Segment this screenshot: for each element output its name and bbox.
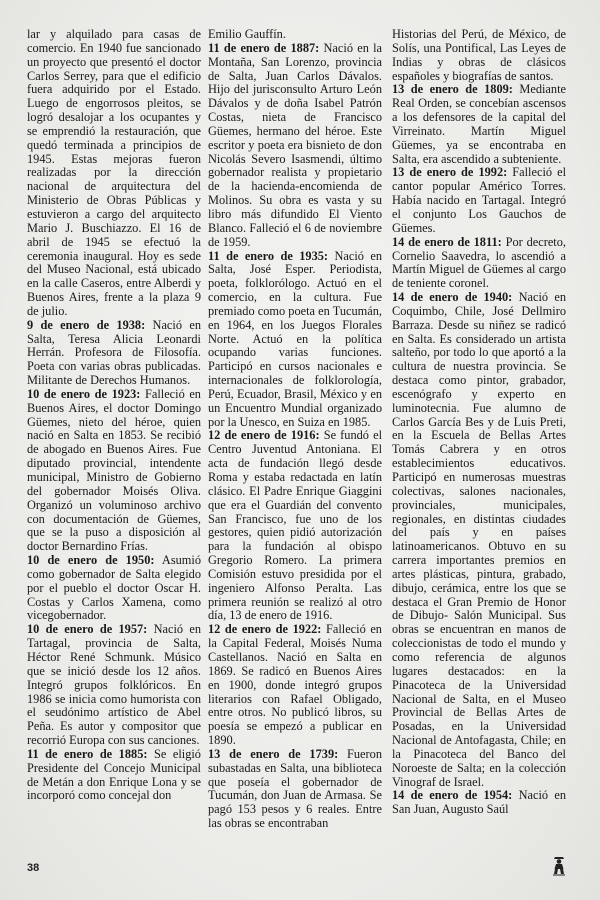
- entry-text: Historias del Perú, de México, de Solís, una Pontifical, Las Leyes de Indias y obras de clásicos españoles y biografías de santos.: [392, 28, 566, 83]
- entry-text: Nació en Salta, Teresa Alicia Leonardi Herrán. Profesora de Filosofía. Poeta con varias obras publicadas. Militante de Derechos Humanos.: [27, 317, 201, 388]
- entry-text: Se fundó el Centro Juventud Antoniana. El acta de fundación llegó desde Roma y estaba redactada en latín clásico. El Padre Enrique Giaggini que era el Guardián del convento San Francisco, fue uno de los gestores, quien pidió autorización para la fundación al obispo Gregorio Romero. La primera Comisión estuvo presidida por el ingeniero Alfonso Peralta. Las primera reunión se realizó al otro día, 13 de enero de 1916.: [208, 428, 382, 623]
- entry: [208, 42, 382, 250]
- entry-text: Falleció el cantor popular Américo Torres. Había nacido en Tartagal. Integró el conjunto Los Gauchos de Güemes.: [392, 165, 566, 235]
- entry-date: 13 de enero de 1739:: [208, 746, 339, 761]
- entry-date: 12 de enero de 1916:: [208, 428, 320, 443]
- entry-text: Nació en Coquimbo, Chile, José Dellmiro Barraza. Desde su niñez se radicó en Salta. Es considerado un artista salteño, por todo lo que aportó a la cultura de nuestra provincia. Se destaca como pintor, grabador, escenógrafo y experto en luminotecnia. Fue alumno de Carlos García Bes y de Luis Preti, en la Escuela de Bellas Artes Tomás Cabrera y en otros establecimientos educativos. Participó en numerosas muestras colectivas, salones nacionales, provinciales, municipales, regionales, en distintas ciudades del país y en países latinoamericanos. Obtuvo en su carrera importantes premios en artes plásticas, pintura, grabado, dibujo, cerámica, entre los que se destaca el Gran Premio de Honor de Dibujo- Salón Municipal. Sus obras se encuentran en manos de coleccionistas de todo el mundo y como referencia de algunos lugares destacados: en la Pinacoteca de la Universidad Nacional de Salta, en el Museo Provincial de Bellas Artes de Posadas, en la Universidad Nacional de Antofagasta, Chile; en la Pinacoteca del Banco del Noroeste de Salta; en la colección Vinograf de Israel.: [392, 290, 566, 789]
- entry-date: 13 de enero de 1992:: [392, 165, 508, 180]
- entry: [27, 319, 201, 388]
- entry-text: Nació en San Juan, Augusto Saúl: [392, 788, 566, 817]
- entry-date: 13 de enero de 1809:: [392, 82, 513, 97]
- entry: [208, 623, 382, 748]
- entry-text: Nació en la Montaña, San Lorenzo, provincia de Salta, Juan Carlos Dávalos. Hijo del jurisconsulto Arturo León Dávalos y de doña Isabel Patrón Costas, nieta de Francisco Güemes, hermano del héroe. Este escritor y poeta era bisnieto de don Nicolás Severo Isasmendi, último gobernador realista y propietario de la hacienda-encomienda de Molinos. Su obra es vasta y su libro más difundido El Viento Blanco. Falleció el 6 de noviembre de 1959.: [208, 40, 382, 249]
- entry-date: 12 de enero de 1922:: [208, 622, 322, 637]
- entry-date: 10 de enero de 1923:: [27, 386, 141, 401]
- entry-text: Por decreto, Cornelio Saavedra, lo ascendió a Martín Miguel de Güemes al cargo de teniente coronel.: [392, 234, 566, 291]
- entry-text: Falleció en la Capital Federal, Moisés Numa Castellanos. Nació en Salta en 1869. Se radicó en Buenos Aires en 1900, donde integró grupos literarios con Rafael Obligado, entre otros. No publicó libros, su poesía se empezó a publicar en 1890.: [208, 622, 382, 748]
- entry: [27, 554, 201, 623]
- entry-date: 10 de enero de 1950:: [27, 553, 155, 568]
- entry-text: Falleció en Buenos Aires, el doctor Domingo Güemes, nieto del héroe, quien nació en Salta en 1853. Se recibió de abogado en Buenos Aires. Fue diputado provincial, intendente municipal, Ministro de Gobierno del gobernador Moisés Oliva. Organizó un voluminoso archivo con documentación de Güemes, que se la puso a disposición al doctor Bernardino Frías.: [27, 386, 201, 554]
- text-column-2: [208, 28, 382, 858]
- entry: [27, 388, 201, 554]
- column-3-paragraph-continued: [392, 28, 566, 83]
- column-1-paragraph-continued: [27, 28, 201, 319]
- entry: [392, 291, 566, 789]
- entry-text: lar y alquilado para casas de comercio. En 1940 fue sancionado un proyecto que presentó el doctor Carlos Serrey, para que el edificio fuera adquirido por el Estado. Luego de engorrosos pleitos, se logró desalojar a los ocupantes y se emprendió la restauración, que quedó terminada a principios de 1945. Estas mejoras fueron realizadas por la dirección nacional de arquitectura del Ministerio de Obras Públicas y estuvieron a cargo del arquitecto Mario J. Buschiazzo. El 16 de abril de 1945 se efectuó la ceremonia inaugural. Hoy es sede del Museo Nacional, está ubicado en la calle Caseros, entre Alberdi y Buenos Aires, frente a la plaza 9 de julio.: [27, 28, 201, 318]
- entry-date: 14 de enero de 1954:: [392, 788, 513, 803]
- column-2-paragraph-continued: [208, 28, 382, 42]
- entry-text: Asumió como gobernador de Salta elegido por el pueblo el doctor Oscar H. Costas y Carlos Xamena, como vicegobernador.: [27, 553, 201, 623]
- entry: [208, 748, 382, 831]
- entry-text: Emilio Gauffín.: [208, 28, 286, 41]
- entry-date: 14 de enero de 1940:: [392, 290, 513, 305]
- text-column-1: [27, 28, 201, 858]
- entry-text: Fueron subastadas en Salta, una biblioteca que poseía el gobernador de Tucumán, don Juan de Armasa. Se pagó 153 pesos y 6 reales. Entre las obras se encontraban: [208, 746, 382, 831]
- page-number: 38: [27, 862, 40, 874]
- entry-date: 10 de enero de 1957:: [27, 622, 148, 637]
- gaucho-ornament-icon: [551, 854, 567, 876]
- entry-text: Nació en Tartagal, provincia de Salta, Héctor René Schmunk. Músico que se inició desde los 12 años. Integró grupos folklóricos. En 1986 se inicia como humorista con el seudónimo artístico de Abel Peña. Es autor y compositor que recorrió Europa con sus canciones.: [27, 622, 201, 748]
- entry: [392, 166, 566, 235]
- entry-date: 9 de enero de 1938:: [27, 317, 146, 332]
- entry-date: 11 de enero de 1887:: [208, 40, 320, 55]
- entry-date: 11 de enero de 1935:: [208, 248, 329, 263]
- entry-text: Mediante Real Orden, se concebían ascensos a los defensores de la capital del Virreinato. Martín Miguel Güemes, ya se encontraba en Salta, era ascendido a subteniente.: [392, 82, 566, 166]
- entry: [208, 250, 382, 430]
- entry-date: 14 de enero de 1811:: [392, 234, 502, 249]
- entry: [27, 748, 201, 803]
- entry: [27, 623, 201, 748]
- entry-text: Se eligió Presidente del Concejo Municipal de Metán a don Enrique Lona y se incorporó como concejal don: [27, 746, 201, 803]
- entry: [392, 789, 566, 817]
- entry: [208, 429, 382, 623]
- entry-date: 11 de enero de 1885:: [27, 746, 148, 761]
- text-column-3: [392, 28, 566, 858]
- entry: [392, 236, 566, 291]
- entry-text: Nació en Salta, José Esper. Periodista, poeta, folklorólogo. Actuó en el comercio, en la cultura. Fue premiado como poeta en Tucumán, en 1964, en los Juegos Florales Norte. Actuó en la política ocupando varias funciones. Participó en cursos nacionales e internacionales de folklorología, Perú, Ecuador, Brasil, México y en un Encuentro Mundial organizado por la Unesco, en Suiza en 1985.: [208, 248, 382, 429]
- entry: [392, 83, 566, 166]
